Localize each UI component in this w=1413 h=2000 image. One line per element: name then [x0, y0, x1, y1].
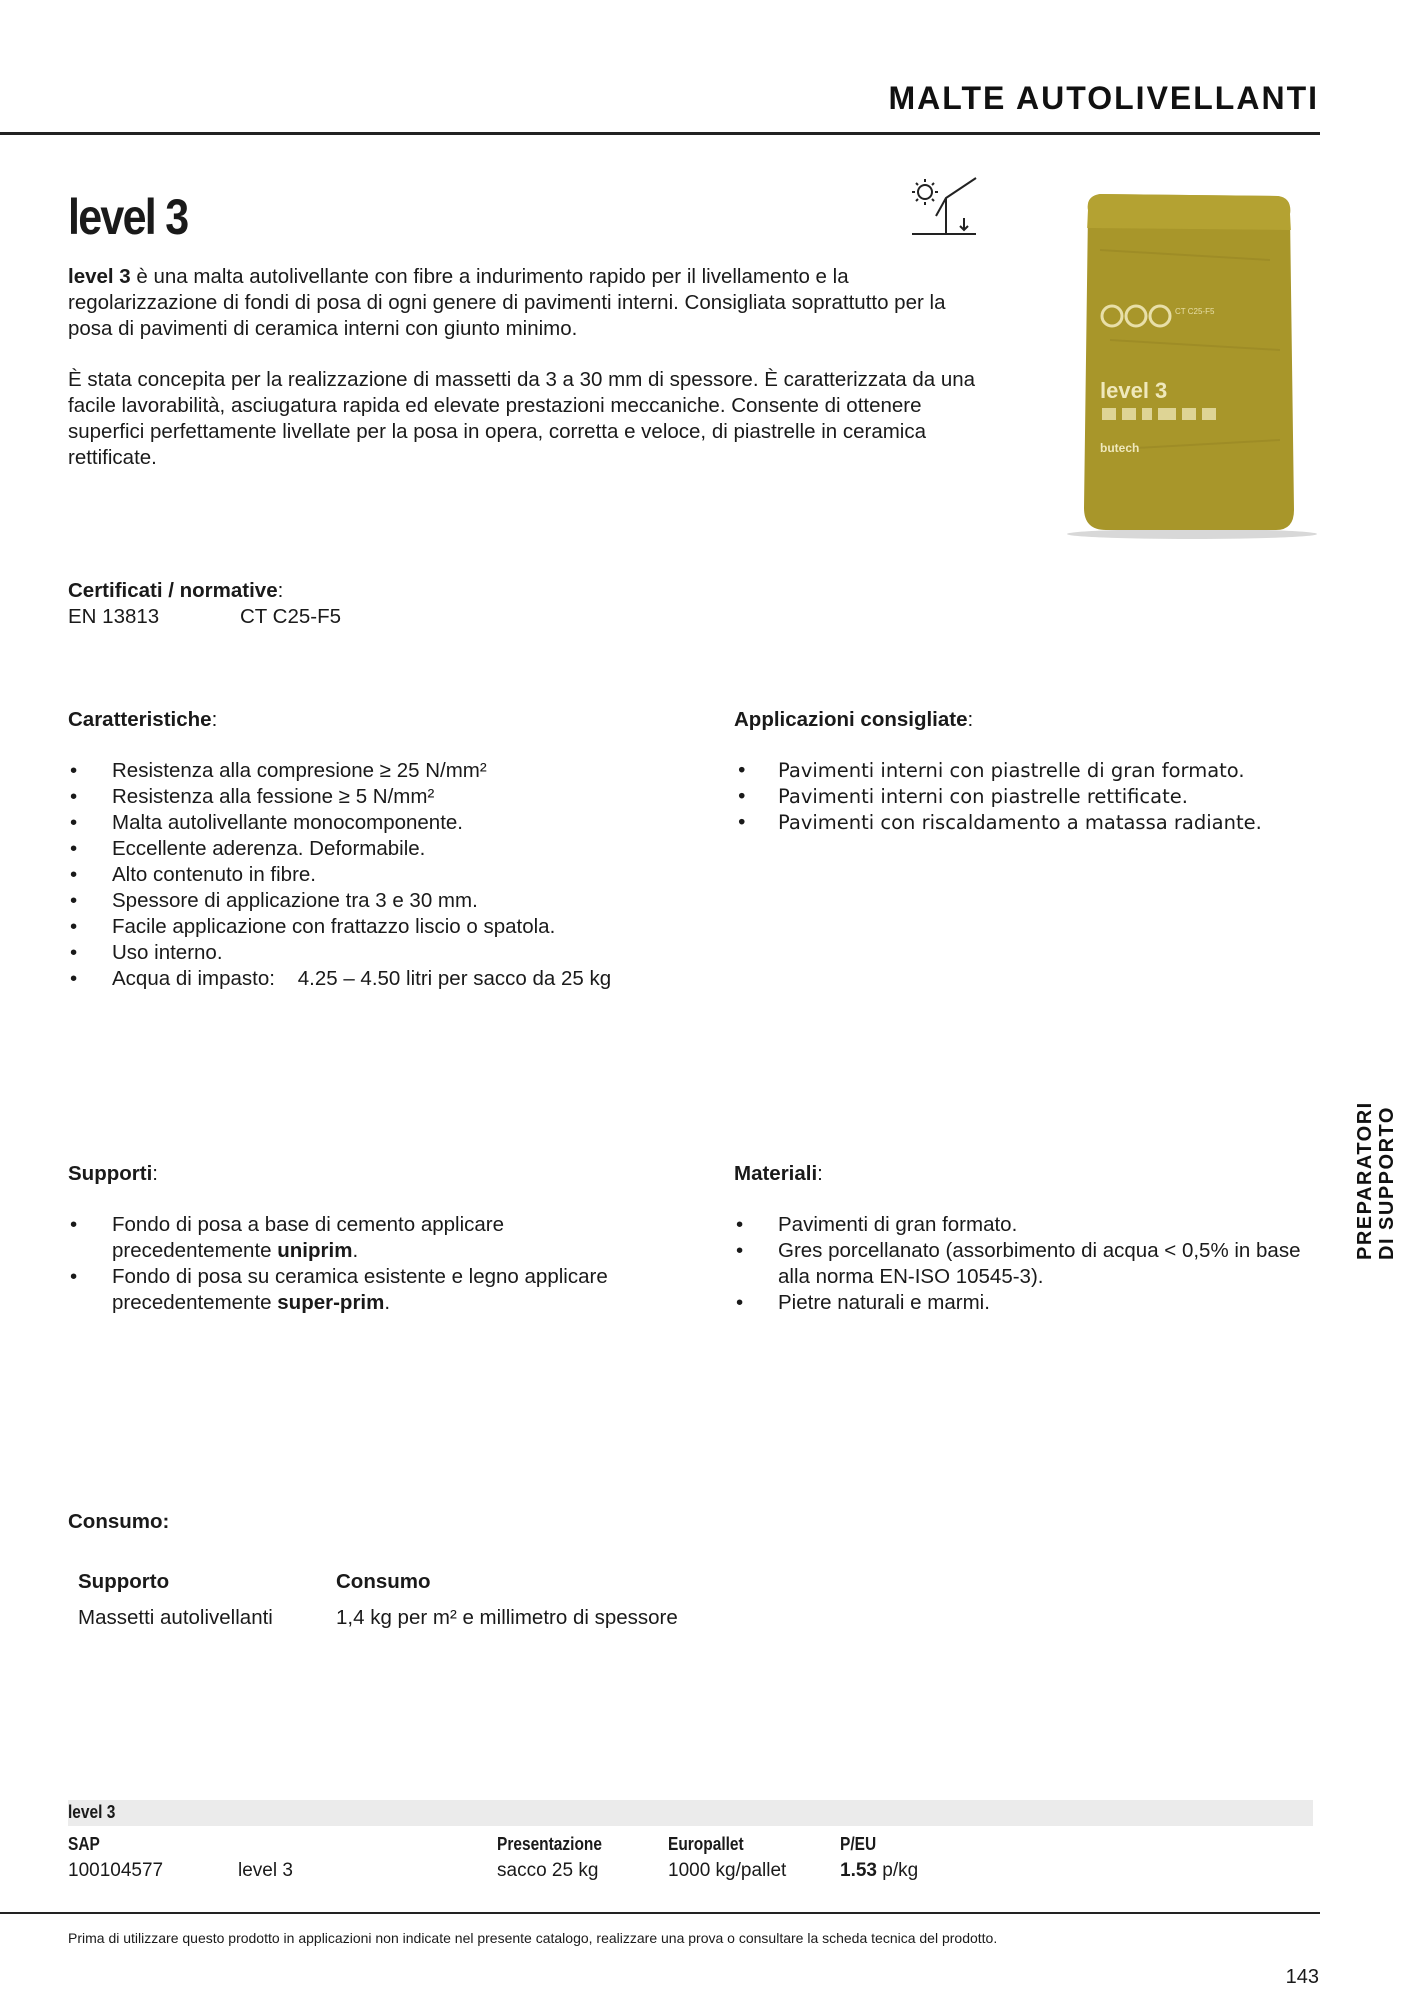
price-value: 1.53	[840, 1860, 877, 1881]
list-item: • Pavimenti di gran formato.	[734, 1212, 1314, 1238]
caratteristiche-list	[68, 758, 668, 992]
product-link-super-prim: super-prim	[277, 1291, 385, 1314]
price-cell	[840, 1860, 918, 1882]
supporti-title-text: Supporti	[68, 1162, 153, 1185]
bag-brand-text: butech	[1100, 441, 1140, 455]
materiali-title-text: Materiali	[734, 1162, 818, 1185]
list-item: • Gres porcellanato (assorbimento di acqua < 0,5% in base alla norma EN-ISO 10545-3).	[734, 1238, 1314, 1290]
applicazioni-section	[734, 708, 1334, 836]
list-item: • Pavimenti con riscaldamento a matassa radiante.	[734, 810, 1334, 836]
sap-code: 100104577	[68, 1860, 164, 1881]
col-header-presentazione: Presentazione	[497, 1834, 602, 1854]
certificates-label: Certificati / normative	[68, 579, 278, 602]
list-item: • Spessore di applicazione tra 3 e 30 mm.	[68, 888, 668, 914]
presentazione-cell: sacco 25 kg	[497, 1860, 599, 1881]
caratteristiche-title: Caratteristiche:	[68, 708, 218, 731]
product-title: level 3	[68, 189, 188, 245]
consumo-row-support: Massetti autolivellanti	[78, 1606, 273, 1629]
consumo-title: Consumo:	[68, 1510, 170, 1533]
list-item: • Facile applicazione con frattazzo liscio o spatola.	[68, 914, 668, 940]
svg-text:CT C25-F5: CT C25-F5	[1175, 307, 1215, 316]
price-unit: p/kg	[876, 1860, 919, 1881]
supporti-title: Supporti:	[68, 1162, 158, 1185]
supporti-item-1-text: Fondo di posa a base di cemento applicare precedentemente	[112, 1213, 505, 1262]
certificates-colon: :	[277, 579, 284, 602]
product-table-title: level 3	[68, 1802, 116, 1822]
supporti-item-2-text: Fondo di posa su ceramica esistente e legno applicare precedentemente	[112, 1265, 608, 1314]
certificate-norm: EN 13813	[68, 605, 160, 628]
caratteristiche-title-text: Caratteristiche	[68, 708, 212, 731]
applicazioni-list	[734, 758, 1334, 836]
certificates-block	[68, 578, 341, 630]
disclaimer: Prima di utilizzare questo prodotto in applicazioni non indicate nel presente catalogo, realizzare una prova o consultare la scheda tecnica del prodotto.	[68, 1930, 998, 1946]
supporti-item-2-period: .	[384, 1291, 391, 1314]
list-item: • Malta autolivellante monocomponente.	[68, 810, 668, 836]
applicazioni-title-text: Applicazioni consigliate	[734, 708, 968, 731]
product-table-title-bar	[68, 1800, 1313, 1826]
list-item	[68, 1264, 668, 1316]
list-item: • Resistenza alla compresione ≥ 25 N/mm²	[68, 758, 668, 784]
list-item	[68, 1212, 668, 1264]
list-item: • Pietre naturali e marmi.	[734, 1290, 1314, 1316]
side-tab-line-2: DI SUPPORTO	[1376, 1106, 1398, 1260]
list-item: • Pavimenti interni con piastrelle di gran formato.	[734, 758, 1334, 784]
supporti-section	[68, 1162, 668, 1316]
list-item: • Resistenza alla fessione ≥ 5 N/mm²	[68, 784, 668, 810]
list-item: • Alto contenuto in fibre.	[68, 862, 668, 888]
consumo-header-support: Supporto	[78, 1570, 170, 1593]
product-link-uniprim: uniprim	[277, 1239, 353, 1262]
list-item: • Eccellente aderenza. Deformabile.	[68, 836, 668, 862]
product-name-cell: level 3	[238, 1860, 293, 1881]
applicazioni-title: Applicazioni consigliate:	[734, 708, 974, 731]
intro-paragraph-2: È stata concepita per la realizzazione di massetti da 3 a 30 mm di spessore. È caratterizzata da una facile lavorabilità, asciugatura rapida ed elevate prestazioni meccaniche. Consente di ottenere superfici perfettamente livellate per la posa in opera, corretta e veloce, di piastrelle in ceramica rettificate.	[68, 368, 976, 469]
intro-text-1: è una malta autolivellante con fibre a indurimento rapido per il livellamento e la regolarizzazione di fondi di posa di ogni genere di pavimenti interni. Consigliata soprattutto per la posa di pavimenti di ceramica interni con giunto minimo.	[68, 265, 946, 340]
col-header-peu: P/EU	[840, 1834, 877, 1854]
consumo-row-consumo: 1,4 kg per m² e millimetro di spessore	[336, 1606, 678, 1629]
col-header-europallet: Europallet	[668, 1834, 744, 1854]
list-item: • Pavimenti interni con piastrelle rettificate.	[734, 784, 1334, 810]
materiali-title: Materiali:	[734, 1162, 823, 1185]
side-tab-line-1: PREPARATORI	[1354, 1101, 1376, 1260]
list-item: • Acqua di impasto: 4.25 – 4.50 litri per sacco da 25 kg	[68, 966, 668, 992]
consumo-header-consumo: Consumo	[336, 1570, 431, 1593]
product-bag-image	[1040, 190, 1330, 550]
europallet-cell: 1000 kg/pallet	[668, 1860, 787, 1881]
col-header-sap: SAP	[68, 1834, 100, 1854]
bag-label-text: level 3	[1100, 378, 1168, 403]
supporti-list	[68, 1212, 668, 1316]
page-number: 143	[1285, 1966, 1319, 1988]
section-side-tab	[1354, 1101, 1398, 1260]
materiali-list	[734, 1212, 1314, 1316]
materiali-section	[734, 1162, 1314, 1316]
section-title: MALTE AUTOLIVELLANTI	[888, 80, 1319, 116]
list-item: • Uso interno.	[68, 940, 668, 966]
supporti-item-1-period: .	[352, 1239, 359, 1262]
intro-paragraph-1	[68, 264, 978, 342]
certificate-class: CT C25-F5	[240, 605, 342, 628]
indoor-use-icon	[910, 176, 978, 240]
footer-rule	[0, 1912, 1320, 1914]
caratteristiche-section	[68, 708, 668, 992]
intro-product-name: level 3	[68, 265, 131, 288]
header-rule	[0, 132, 1320, 135]
product-description	[68, 264, 978, 496]
